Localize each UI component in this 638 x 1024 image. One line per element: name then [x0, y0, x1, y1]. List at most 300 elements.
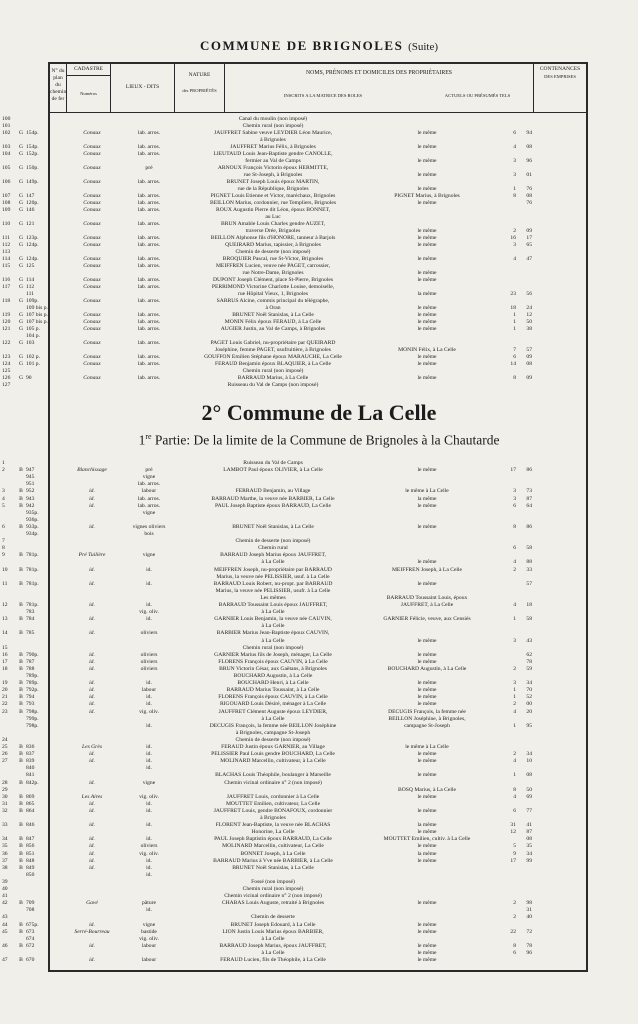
cell-a: 1	[513, 722, 516, 729]
cell-act: le même	[417, 312, 437, 318]
table-row	[0, 865, 536, 872]
table-row	[0, 291, 536, 298]
cell-nat: labour	[141, 488, 157, 495]
table-row	[0, 214, 536, 221]
cell-nat: id.	[146, 836, 152, 843]
cell-s: G	[18, 361, 24, 367]
cell-own: BARRAUD Marius Toussaint, à La Celle	[226, 687, 320, 694]
cell-act: MOUTTET Emilien, cultiv. à La Celle	[383, 836, 471, 843]
cell-nat: lab. arros.	[137, 235, 161, 241]
cell-own: rue St-Joseph, à Brignoles	[243, 172, 303, 178]
table-row	[0, 186, 536, 193]
cell-s: B	[19, 744, 23, 750]
cell-lieu: Conaux	[83, 312, 101, 318]
cell-lieu: id.	[89, 694, 95, 701]
cell-ca: 99	[526, 857, 532, 864]
table-row	[0, 460, 536, 467]
table-row	[0, 474, 536, 481]
table-row	[0, 687, 536, 694]
cell-a: 4	[513, 708, 516, 715]
cell-n: 114	[2, 256, 11, 262]
cell-nat: lab. arros.	[137, 179, 161, 185]
cell-nat: id.	[146, 907, 152, 914]
cell-own: PERRIMOND Victorine Charlotte Louise, demoiselle,	[211, 284, 335, 290]
cell-lieu: Blanchissage	[77, 467, 107, 474]
cell-ca: 38	[526, 326, 532, 332]
cell-ca: 70	[526, 687, 532, 694]
cell-nat: pâture	[142, 900, 156, 907]
cell-s: G	[18, 207, 24, 213]
cell-nat: lab. arros.	[137, 263, 161, 269]
cell-n: 115	[2, 263, 11, 269]
cell-n: 111	[2, 235, 10, 241]
cell-no: 842p.	[26, 779, 39, 786]
cell-s: G	[18, 221, 24, 227]
cell-act: le même	[417, 857, 437, 864]
cell-no: 787	[26, 658, 35, 665]
cell-a: 14	[510, 361, 516, 367]
cell-act: le même	[417, 637, 437, 644]
cell-n: 123	[2, 354, 11, 360]
cell-own: Chemin rural	[258, 545, 288, 552]
cell-nat: lab. arros.	[137, 242, 161, 248]
cell-s: G	[18, 256, 24, 262]
cell-no: 865	[26, 800, 35, 807]
cell-a: 18	[510, 305, 516, 311]
cell-nat: labour	[141, 957, 157, 963]
cell-own: PAUL Joseph Baptistin époux BARRAUD, La Celle	[214, 836, 332, 843]
cell-a: 8	[513, 786, 516, 793]
cell-no: 101 p.	[26, 361, 40, 367]
cell-no: 947	[26, 467, 35, 474]
cell-nat: vig. oliv.	[139, 609, 159, 616]
cell-nat: lab. arros.	[137, 298, 161, 304]
cell-a: 6	[513, 545, 516, 552]
cell-lieu: Conaux	[83, 193, 101, 199]
cell-own: Chemin rural (non imposé)	[242, 644, 304, 651]
table-row	[0, 524, 536, 531]
cell-n: 24	[2, 736, 8, 743]
cell-ca: 88	[526, 559, 532, 566]
cell-own: rue Hôpital Vieux, 1, Brignoles	[237, 291, 309, 297]
table-row	[0, 130, 536, 137]
cell-s: B	[19, 523, 23, 530]
cell-s: G	[18, 340, 24, 346]
cell-s: B	[19, 602, 23, 608]
cell-n: 32	[2, 807, 8, 814]
cell-ca: 64	[526, 502, 532, 509]
cell-nat: oliviers	[140, 843, 158, 850]
cell-nat: id.	[146, 765, 152, 772]
cell-nat: oliviers	[140, 658, 158, 665]
table-row	[0, 361, 536, 368]
cell-act: le même	[417, 651, 437, 658]
cell-no: 789p.	[26, 680, 39, 687]
cell-own: BRUNET Joseph Louis époux MARTIN,	[226, 179, 320, 185]
cell-ca: 17	[526, 235, 532, 241]
table-row	[0, 151, 536, 158]
cell-act: le même	[417, 172, 437, 178]
cell-act: le même	[417, 829, 437, 836]
cell-act: le même	[417, 228, 437, 234]
table-row	[0, 943, 536, 950]
cell-s: G	[18, 284, 24, 290]
cell-a: 1	[513, 616, 516, 623]
cell-lieu: Conaux	[83, 144, 101, 150]
table-row	[0, 340, 536, 347]
cell-own: FERAUD Justin époux GARNIER, au Village	[221, 744, 325, 750]
cell-a: 8	[513, 942, 516, 949]
cell-nat: pré	[145, 165, 153, 171]
cell-own: DECUGIS François, la femme née BEILLON Joséphine	[209, 722, 337, 729]
cell-lieu: id.	[89, 580, 95, 587]
table-row	[0, 123, 536, 130]
cell-lieu: Conaux	[83, 354, 101, 360]
cell-own: BARBIER Marius Jean-Baptiste époux CAUVIN,	[216, 630, 330, 637]
cell-no: 846	[26, 822, 35, 829]
cell-ca: 08	[526, 772, 532, 779]
table-row	[0, 263, 536, 270]
cell-no: 673	[26, 928, 35, 935]
cell-n: 19	[2, 680, 8, 687]
table-row	[0, 235, 536, 242]
cell-n: 102	[2, 130, 11, 136]
cell-nat: lab. arros.	[137, 277, 161, 283]
cell-no: 109p.	[26, 298, 39, 304]
table-row	[0, 538, 536, 545]
section-subtitle: 1re Partie: De la limite de la Commune de Brignoles à la Chautarde	[138, 432, 500, 448]
cell-s: G	[18, 375, 24, 381]
cell-nat: lab. arros.	[137, 326, 161, 332]
table-row	[0, 666, 536, 673]
cell-no: 839	[26, 758, 35, 765]
cell-nat: vig. oliv.	[139, 935, 159, 942]
cell-no: 154p.	[26, 130, 39, 136]
table-row	[0, 574, 536, 581]
table-row	[0, 787, 536, 794]
cell-nat: id.	[146, 744, 152, 750]
cell-n: 26	[2, 751, 8, 758]
cell-act: le même	[417, 772, 437, 779]
cell-own: au Luc	[265, 214, 281, 220]
table-row	[0, 305, 536, 312]
cell-ca: 00	[526, 701, 532, 708]
cell-no: 864	[26, 807, 35, 814]
table-row	[0, 249, 536, 256]
cell-a: 31	[510, 822, 516, 829]
cell-own: Joséphine, femme PAGET, usufruitière, à Brignoles	[215, 347, 331, 353]
cell-lieu: id.	[89, 751, 95, 758]
cell-a: 2	[513, 566, 516, 573]
header-lieux: LIEUX - DITS	[111, 64, 175, 112]
cell-a: 1	[513, 772, 516, 779]
cell-lieu: id.	[89, 566, 95, 573]
cell-a: 4	[513, 758, 516, 765]
cell-own: GARNIER Marius fils de Joseph, ménager, La Celle	[214, 651, 332, 658]
cell-own: BARRAUD Joseph Marius époux JAUFFRET,	[220, 552, 326, 559]
cell-ca: 41	[526, 822, 532, 829]
cell-n: 9	[2, 552, 5, 559]
cell-ca: 58	[526, 545, 532, 552]
cell-no: 952	[26, 488, 35, 495]
cell-n: 127	[2, 382, 11, 388]
cell-act: le même	[417, 502, 437, 509]
cell-own: BRUNET Joseph Edouard, à La Celle	[230, 921, 316, 928]
cell-own: Honorine, La Celle	[251, 829, 295, 836]
cell-n: 112	[2, 242, 11, 248]
cell-act: PIGNET Marius, à Brignoles	[394, 193, 460, 199]
cell-act: BOUCHARD Augustin, à La Celle	[387, 665, 467, 672]
cell-s: G	[18, 263, 24, 269]
cell-own: Marius, la veuve née PELISSIER, usufr. à La Celle	[215, 587, 331, 594]
cell-s: G	[18, 319, 24, 325]
cell-lieu: id.	[89, 701, 95, 708]
cell-no: 951	[26, 481, 35, 488]
cell-no: 103	[26, 340, 35, 346]
cell-own: BOUCHARD Augustin, à La Celle	[233, 673, 313, 679]
table-row	[0, 510, 536, 517]
cell-act: le même	[417, 375, 437, 381]
table-row	[0, 158, 536, 165]
table-row	[0, 851, 536, 858]
cell-s: B	[19, 850, 23, 857]
cell-act: le même	[417, 580, 437, 587]
cell-nat: labour	[141, 942, 157, 949]
table-row	[0, 645, 536, 652]
table-row	[0, 950, 536, 957]
cell-own: à La Celle	[261, 715, 285, 722]
cell-act: le même	[417, 354, 437, 360]
cell-own: JAUFFRET Sabine veuve LEYDIER Léon Maurice,	[214, 130, 332, 136]
cell-ca: 24	[526, 305, 532, 311]
cell-lieu: id.	[89, 602, 95, 608]
cell-ca: 08	[526, 361, 532, 367]
cell-lieu: Conaux	[83, 130, 101, 136]
cell-nat: id.	[146, 871, 152, 878]
cell-nat: vig. oliv.	[139, 708, 159, 715]
cell-ca: 98	[526, 900, 532, 907]
table-row	[0, 929, 536, 936]
cell-nat: pré	[145, 467, 153, 474]
cell-a: 9	[513, 850, 516, 857]
cell-act: le même	[417, 144, 437, 150]
cell-n: 7	[2, 538, 5, 545]
cell-ca: 43	[526, 637, 532, 644]
cell-own: à La Celle	[261, 935, 285, 942]
cell-act: le même	[417, 949, 437, 956]
cell-ca: 33	[526, 566, 532, 573]
cell-own: DUPONT Joseph Clément, place St-Pierre, Brignoles	[213, 277, 333, 283]
cell-nat: lab. arros.	[137, 354, 161, 360]
cell-n: 113	[2, 249, 11, 255]
cell-nat: lab. arros.	[137, 200, 161, 206]
cell-a: 3	[513, 488, 516, 495]
cell-nat: lab. arros.	[137, 130, 161, 136]
cell-lieu: id.	[89, 850, 95, 857]
cell-nat: lab. arros.	[137, 340, 161, 346]
cell-ca: 73	[526, 488, 532, 495]
cell-n: 6	[2, 523, 5, 530]
cell-own: à La Celle	[261, 949, 285, 956]
cell-act: le même	[417, 242, 437, 248]
table-header	[50, 64, 586, 113]
cell-own: ARNOUX François Victorin époux HERMITTE,	[217, 165, 329, 171]
cell-no: 841	[26, 772, 35, 779]
cell-s: B	[19, 552, 23, 559]
cell-no: 788	[26, 665, 35, 672]
cell-no: 111	[26, 291, 34, 297]
cell-nat: lab. arros.	[137, 312, 161, 318]
cell-lieu: Serré-Bourreau	[74, 928, 110, 935]
cell-no: 120p.	[26, 200, 39, 206]
cell-s: B	[19, 800, 23, 807]
cell-s: B	[19, 630, 23, 637]
cell-a: 2	[513, 701, 516, 708]
cell-own: à La Celle	[261, 623, 285, 630]
cell-s: B	[19, 495, 23, 502]
cell-s: G	[18, 298, 24, 304]
cell-n: 10	[2, 566, 8, 573]
cell-ca: 01	[526, 172, 532, 178]
cell-nat: id.	[146, 701, 152, 708]
cell-n: 126	[2, 375, 11, 381]
cell-n: 108	[2, 200, 11, 206]
cell-act: le même	[417, 130, 437, 136]
cell-own: Les mêmes	[260, 594, 286, 601]
cell-a: 2	[513, 751, 516, 758]
cell-no: 936p.	[26, 516, 39, 523]
cell-no: 849	[26, 864, 35, 871]
cell-act: GARNIER Félicie, veuve, aux Censiés	[383, 616, 471, 623]
table-row	[0, 298, 536, 305]
cell-n: 40	[2, 886, 8, 892]
cell-act: le même	[417, 158, 437, 164]
cell-n: 100	[2, 116, 11, 122]
cell-a: 1	[513, 186, 516, 192]
cell-no: 793	[26, 701, 35, 708]
cell-ca: 50	[526, 786, 532, 793]
cell-n: 109	[2, 207, 11, 213]
cell-act: le même	[417, 200, 437, 206]
cell-s: B	[19, 779, 23, 786]
cell-s: B	[19, 836, 23, 843]
cell-n: 104	[2, 151, 11, 157]
cell-n: 39	[2, 878, 8, 885]
cell-nat: vigne	[142, 779, 156, 786]
table-row	[0, 284, 536, 291]
cell-a: 6	[513, 130, 516, 136]
cell-s: B	[19, 758, 23, 765]
cell-s: G	[18, 200, 24, 206]
cell-own: BRUNET Noël Stanislas, à La Celle	[232, 864, 314, 871]
cell-ca: 56	[526, 291, 532, 297]
cell-no: 781p.	[26, 580, 39, 587]
cell-ca: 59	[526, 665, 532, 672]
cell-act: le même	[417, 235, 437, 241]
cell-n: 1	[2, 460, 5, 466]
cell-ca: 09	[526, 228, 532, 234]
cell-own: RIGOUARD Louis Désiré, ménager à La Celle	[219, 701, 327, 708]
cell-s: B	[19, 580, 23, 587]
cell-own: Chemin vicinal ordinaire n° 2 (non imposé)	[224, 779, 322, 786]
table-row	[0, 517, 536, 524]
cell-lieu: id.	[89, 658, 95, 665]
cell-ca: 34	[526, 751, 532, 758]
cell-act: le même	[417, 807, 437, 814]
cell-no: 709	[26, 900, 35, 907]
cell-s: G	[18, 277, 24, 283]
table-row	[0, 623, 536, 630]
cell-a: 6	[513, 502, 516, 509]
cell-ca: 34	[526, 850, 532, 857]
cell-own: FLORENS François époux CAUVIN, à La Celle	[218, 658, 328, 665]
table-row	[0, 277, 536, 284]
cell-n: 45	[2, 928, 8, 935]
table-row	[0, 481, 536, 488]
cell-a: 8	[513, 523, 516, 530]
cell-lieu: Conaux	[83, 165, 101, 171]
cell-n: 41	[2, 893, 8, 900]
cell-own: à La Celle	[261, 637, 285, 644]
cell-ca: 08	[526, 144, 532, 150]
table-row	[0, 893, 536, 900]
cell-n: 25	[2, 744, 8, 750]
table-row	[0, 326, 536, 333]
cell-lieu: id.	[89, 680, 95, 687]
cell-n: 125	[2, 368, 11, 374]
cell-nat: id.	[146, 602, 152, 608]
cell-nat: id.	[146, 751, 152, 758]
cell-s: G	[18, 130, 24, 136]
cell-no: 942	[26, 502, 35, 509]
table-row	[0, 836, 536, 843]
cell-act: MEIFFREN Joseph, à La Celle	[391, 566, 463, 573]
table-row	[0, 730, 536, 737]
cell-own: LIEUTAUD Louis Jean-Baptiste gendre CANOLLE,	[213, 151, 333, 157]
cell-act: le même	[417, 559, 437, 566]
cell-own: à La Celle	[261, 559, 285, 566]
cell-own: BROQUIER Pascal, rue St-Victor, Brignoles	[222, 256, 324, 262]
cell-n: 31	[2, 800, 8, 807]
cell-no: 675p.	[26, 921, 39, 928]
cell-no: 112	[26, 284, 35, 290]
cell-own: FERRAUD Benjamin, au Village	[235, 488, 311, 495]
cell-own: BARRAUD Toussaint Louis époux JAUFFRET,	[218, 602, 328, 608]
cell-own: Chemin de desserte (non imposé)	[235, 736, 311, 743]
cell-s: B	[19, 680, 23, 687]
cell-ca: 57	[526, 580, 532, 587]
cell-a: 4	[513, 602, 516, 608]
table-row	[0, 616, 536, 623]
cell-nat: lab. arros.	[137, 221, 161, 227]
cell-ca: 20	[526, 708, 532, 715]
cell-own: MEIFFREN Joseph, nu-propriétaire par BARRAUD	[214, 566, 332, 573]
table-row	[0, 256, 536, 263]
cell-ca: 10	[526, 758, 532, 765]
cell-a: 8	[513, 193, 516, 199]
cell-s: G	[18, 193, 24, 199]
cell-own: PELISSIER Paul Louis gendre BOUCHARD, La Celle	[211, 751, 335, 758]
table-row	[0, 922, 536, 929]
cell-act: campagne St-Joseph	[404, 722, 450, 729]
cell-n: 37	[2, 857, 8, 864]
cell-own: ROUX Augustin Pierre dit Léon, époux BONNET,	[216, 207, 330, 213]
cell-no: 674	[26, 935, 35, 942]
cell-no: 798p.	[26, 722, 39, 729]
cell-n: 38	[2, 864, 8, 871]
cell-own: BARRAUD Joseph Marius, époux JAUFFRET,	[219, 942, 327, 949]
table-row	[0, 467, 536, 474]
